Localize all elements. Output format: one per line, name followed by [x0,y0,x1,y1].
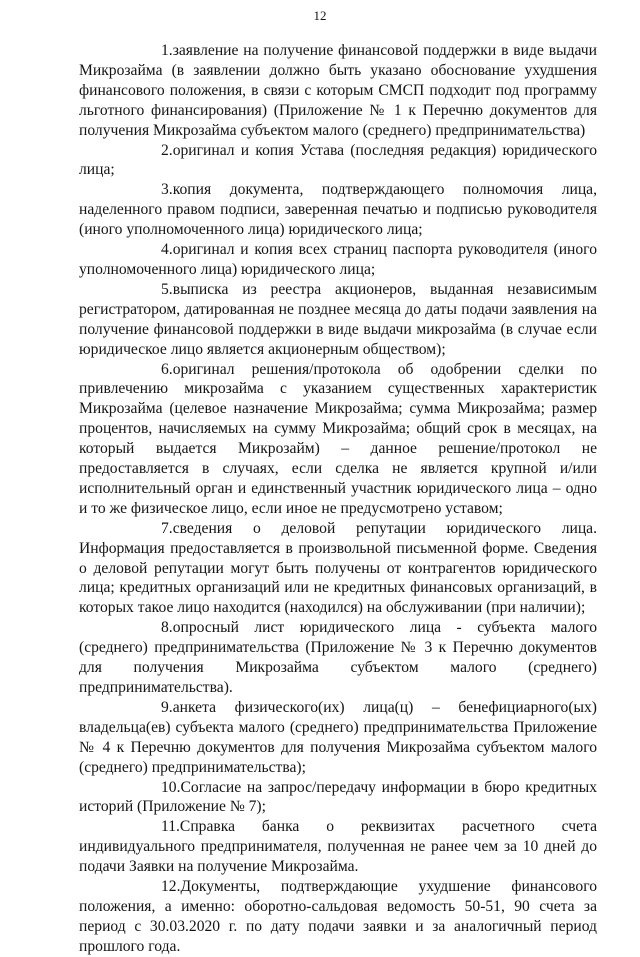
list-item-9 [79,698,597,778]
item-text: копия документа, подтверждающего полномочия лица, наделенного правом подписи, заверенная печатью и подписью руководителя (иного уполномоченного лица) юридического лица; [79,181,597,239]
item-text: заявление на получение финансовой поддержки в виде выдачи Микрозайма (в заявлении должно быть указано обоснование ухудшения финансового положения, в связи с которым СМСП подходит под программу льготного финансирования) (Приложение № 1 к Перечню документов для получения Микрозайма субъектом малого (среднего) предпринимательства) [79,42,597,139]
item-text: оригинал и копия всех страниц паспорта руководителя (иного уполномоченного лица) юридического лица; [79,241,597,278]
list-item-1 [79,41,597,141]
item-number: 3. [161,181,173,199]
item-number: 7. [161,519,173,537]
item-text: анкета физического(их) лица(ц) – бенефициарного(ых) владельца(ев) субъекта малого (среднего) предпринимательства Приложение № 4 к Перечню документов для получения Микрозайма субъектом малого (среднего) предпринимательства); [79,698,597,776]
document-list [79,41,597,957]
item-number: 8. [161,619,173,637]
item-text: Справка банка о реквизитах расчетного счета индивидуального предпринимателя, полученная не ранее чем за 10 дней до подачи Заявки на получение Микрозайма. [79,818,597,876]
list-item-12 [79,877,597,957]
item-number: 11. [161,818,180,836]
list-item-11 [79,817,597,877]
item-text: сведения о деловой репутации юридического лица. Информация предоставляется в произвольной письменной форме. Сведения о деловой репутации могут быть получены от контрагентов юридического лица; кредитных организаций или не кредитных финансовых организаций, в которых такое лицо находится (находился) на обслуживании (при наличии); [79,519,597,617]
list-item-5 [79,280,597,360]
item-number: 9. [161,698,173,716]
item-number: 4. [161,241,173,259]
item-number: 6. [161,360,173,378]
list-item-6 [79,360,597,519]
item-number: 10. [161,778,181,796]
item-text: оригинал решения/протокола об одобрении сделки по привлечению микрозайма с указанием существенных характеристик Микрозайма (целевое назначение Микрозайма; сумма Микрозайма; размер процентов, начисляемых на сумму Микрозайма; общий срок в месяцах, на который выдается Микрозайм) – данное решение/протокол не предоставляется в случаях, если сделка не является крупной и/или исполнительный орган и единственный участник юридического лица – одно и то же физическое лицо, если иное не предусмотрено уставом; [79,360,597,517]
list-item-8 [79,618,597,698]
list-item-4 [79,240,597,280]
item-text: опросный лист юридического лица - субъекта малого (среднего) предпринимательства (Приложение № 3 к Перечню документов для получения Микрозайма субъектом малого (среднего) предпринимательства). [79,619,597,696]
list-item-3 [79,180,597,240]
item-number: 2. [161,141,173,159]
item-number: 12. [161,878,181,896]
page-number: 12 [313,8,327,23]
item-number: 5. [161,280,173,298]
item-number: 1. [161,42,173,59]
item-text: выписка из реестра акционеров, выданная независимым регистратором, датированная не позднее месяца до даты подачи заявления на получение финансовой поддержки в виде выдачи микрозайма (в случае если юридическое лицо является акционерным обществом); [79,280,597,358]
list-item-7 [79,519,597,619]
list-item-10 [79,778,597,818]
item-text: Документы, подтверждающие ухудшение финансового положения, а именно: оборотно-сальдовая ведомость 50-51, 90 счета за период с 30.03.2020 г. по дату подачи заявки и за аналогичный период прошлого года. [79,878,597,955]
list-item-2 [79,141,597,181]
item-text: оригинал и копия Устава (последняя редакция) юридического лица; [79,141,597,179]
item-text: Согласие на запрос/передачу информации в бюро кредитных историй (Приложение № 7); [79,778,597,816]
